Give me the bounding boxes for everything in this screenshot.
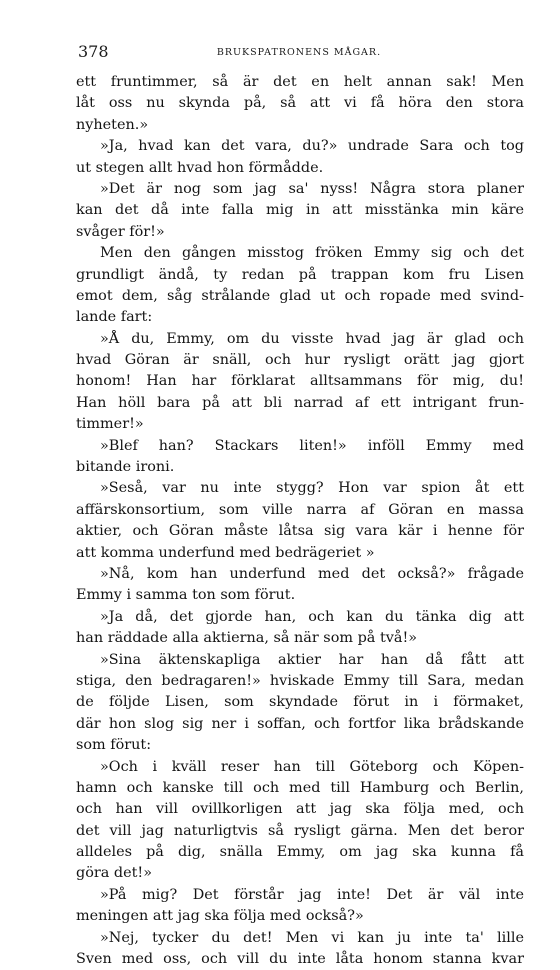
text-line: honom! Han har förklarat alltsammans för mig, du! — [76, 373, 524, 390]
text-line: timmer!» — [76, 416, 144, 433]
text-line: »Blef han? Stackars liten!» inföll Emmy med — [100, 437, 524, 454]
text-line: emot dem, såg strålande glad ut och ropade med svind- — [76, 287, 524, 304]
text-line: »Sina äktenskapliga aktier har han då fått att — [100, 651, 524, 668]
text-line: »Nå, kom han underfund med det också?» frågade — [100, 565, 524, 582]
text-line: hamn och kanske till och med till Hamburg och Berlin, — [76, 779, 524, 796]
text-line: stiga, den bedragaren!» hviskade Emmy till Sara, medan — [76, 672, 524, 689]
text-line: Men den gången misstog fröken Emmy sig och det — [100, 245, 524, 262]
text-line: att komma underfund med bedrägeriet » — [76, 544, 375, 561]
text-line: han räddade alla aktierna, så när som på två!» — [76, 630, 418, 647]
text-line: ut stegen allt hvad hon förmådde. — [76, 159, 324, 176]
text-line: »Och i kväll reser han till Göteborg och Köpen- — [100, 758, 524, 775]
text-line: kan det då inte falla mig in att misstänka min käre — [76, 202, 524, 219]
text-line: nyheten.» — [76, 116, 149, 133]
text-line: låt oss nu skynda på, så att vi få höra den stora — [76, 95, 524, 112]
text-line: »Det är nog som jag sa' nyss! Några stora planer — [100, 180, 524, 197]
text-line: svåger för!» — [76, 223, 165, 240]
text-line: där hon slog sig ner i soffan, och fortfor lika brådskande — [76, 715, 524, 732]
text-line: alldeles på dig, snälla Emmy, om jag ska kunna få — [76, 844, 524, 861]
running-head: BRUKSPATRONENS MÅGAR. — [216, 47, 382, 58]
text-line: »Ja då, det gjorde han, och kan du tänka dig att — [100, 608, 524, 625]
text-line: och han vill ovillkorligen att jag ska följa med, och — [76, 801, 524, 818]
text-line: »På mig? Det förstår jag inte! Det är väl inte — [100, 886, 524, 903]
text-line: »Seså, var nu inte stygg? Hon var spion åt ett — [100, 480, 524, 497]
text-line: ett fruntimmer, så är det en helt annan sak! Men — [76, 74, 524, 90]
text-line: aktier, och Göran måste låtsa sig vara kär i henne för — [76, 523, 524, 540]
text-line: hvad Göran är snäll, och hur rysligt orätt jag gjort — [76, 352, 524, 369]
text-line: affärskonsortium, som ville narra af Göran en massa — [76, 501, 524, 518]
text-line: meningen att jag ska följa med också?» — [76, 908, 364, 925]
text-line: bitande ironi. — [76, 459, 175, 476]
text-line: de följde Lisen, som skyndade förut in i förmaket, — [76, 694, 524, 711]
text-line: grundligt ändå, ty redan på trappan kom fru Lisen — [76, 266, 524, 283]
text-line: »Å du, Emmy, om du visste hvad jag är glad och — [100, 330, 524, 347]
text-line: göra det!» — [76, 865, 153, 882]
text-line: »Nej, tycker du det! Men vi kan ju inte ta' lille — [100, 929, 524, 946]
text-line: lande fart: — [76, 309, 153, 326]
text-line: det vill jag naturligtvis så rysligt gärna. Men det beror — [76, 822, 524, 839]
text-line: som förut: — [76, 737, 152, 754]
text-line: »Ja, hvad kan det vara, du?» undrade Sara och tog — [100, 138, 524, 155]
text-line: Emmy i samma ton som förut. — [76, 587, 296, 604]
text-line: Han höll bara på att bli narrad af ett intrigant frun- — [76, 394, 524, 411]
body-text — [76, 72, 524, 970]
page-header — [78, 38, 520, 62]
page-number: 378 — [78, 42, 109, 61]
text-line: Sven med oss, och vill du inte låta honom stanna kvar — [76, 951, 524, 968]
